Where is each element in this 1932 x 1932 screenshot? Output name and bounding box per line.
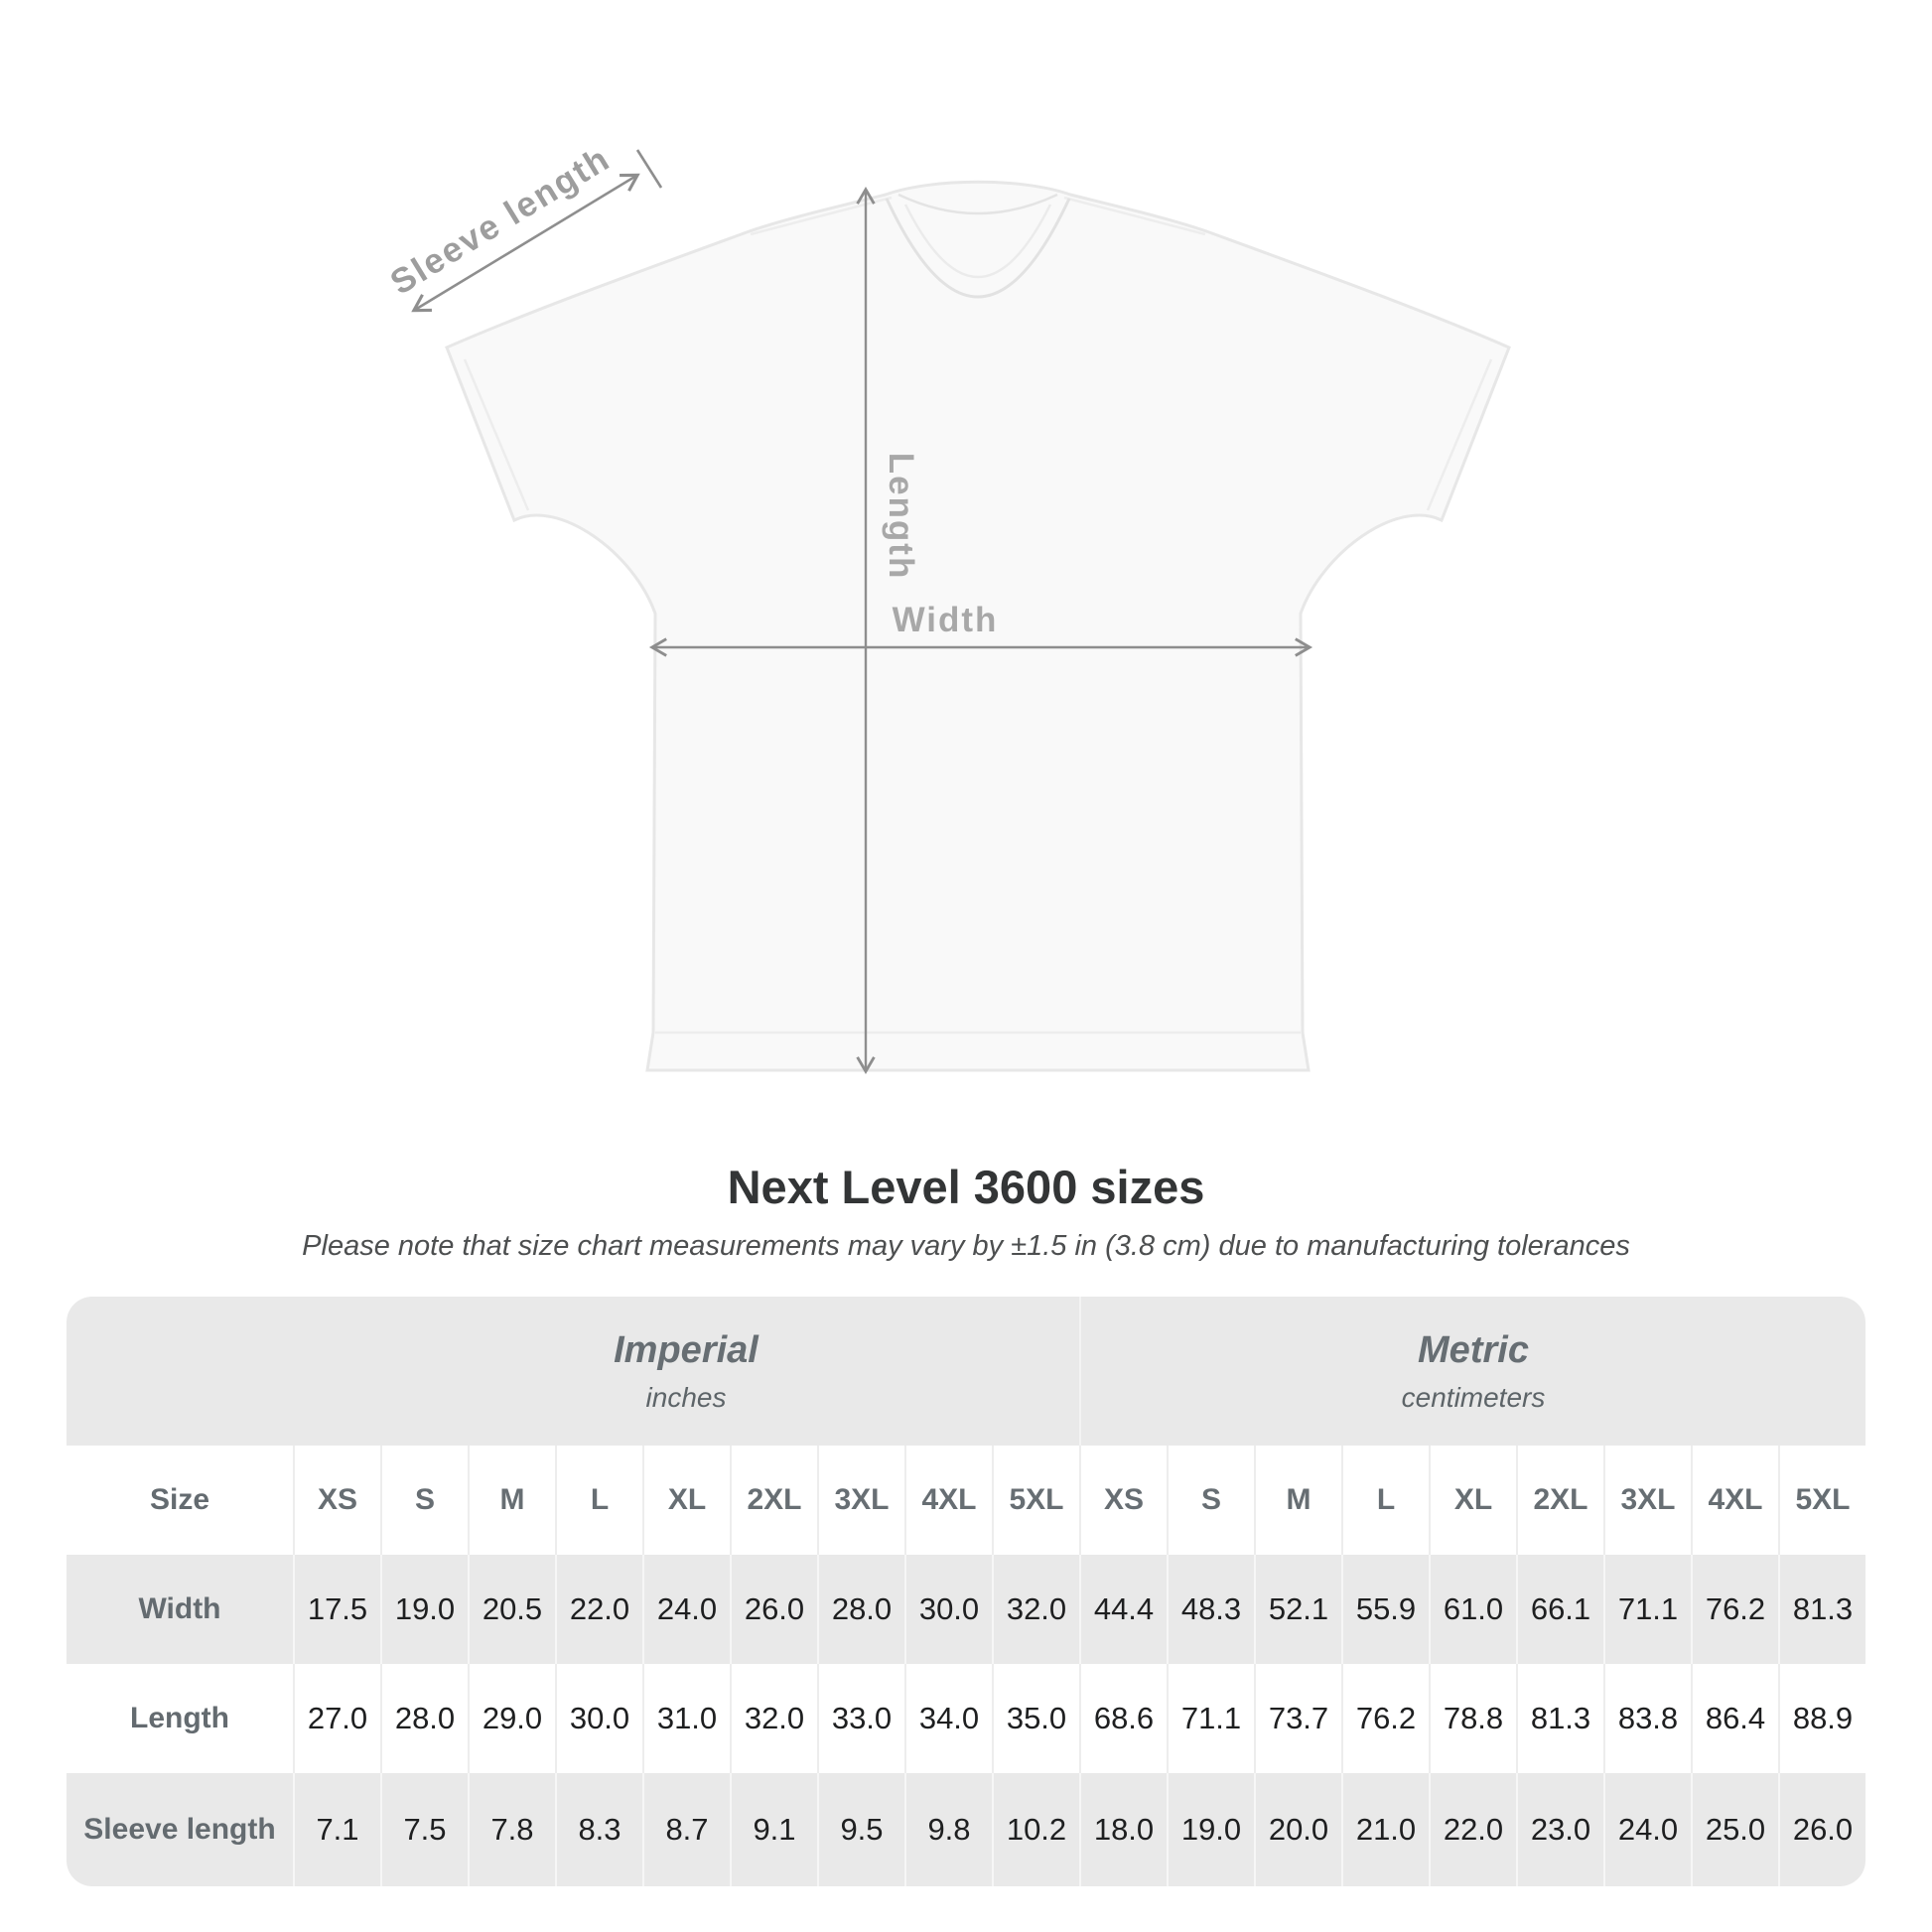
metric-group-unit: centimeters xyxy=(1401,1381,1546,1413)
size-col-header-imperial: 3XL xyxy=(817,1446,904,1555)
size-col-header-imperial: S xyxy=(380,1446,468,1555)
length-label: Length xyxy=(882,452,920,581)
value-cell-metric: 76.2 xyxy=(1691,1555,1778,1664)
imperial-group-header xyxy=(293,1297,1079,1446)
tolerance-note: Please note that size chart measurements may vary by ±1.5 in (3.8 cm) due to manufacturing tolerances xyxy=(302,1230,1630,1262)
value-cell-imperial: 28.0 xyxy=(817,1555,904,1664)
size-col-header-imperial: XS xyxy=(293,1446,380,1555)
value-cell-metric: 22.0 xyxy=(1429,1773,1516,1886)
size-row-header: Size xyxy=(67,1446,293,1555)
row-label: Width xyxy=(67,1555,293,1664)
value-cell-metric: 48.3 xyxy=(1167,1555,1254,1664)
value-cell-imperial: 24.0 xyxy=(642,1555,730,1664)
row-label: Sleeve length xyxy=(67,1773,293,1886)
value-cell-imperial: 34.0 xyxy=(904,1664,992,1773)
table-corner-spacer xyxy=(67,1297,293,1446)
sleeve-length-label: Sleeve length xyxy=(383,138,618,303)
size-col-header-imperial: M xyxy=(468,1446,555,1555)
value-cell-imperial: 31.0 xyxy=(642,1664,730,1773)
value-cell-imperial: 20.5 xyxy=(468,1555,555,1664)
size-col-header-imperial: L xyxy=(555,1446,642,1555)
value-cell-metric: 55.9 xyxy=(1341,1555,1429,1664)
metric-group-header xyxy=(1079,1297,1865,1446)
size-col-header-metric: 5XL xyxy=(1778,1446,1865,1555)
value-cell-metric: 66.1 xyxy=(1516,1555,1603,1664)
value-cell-imperial: 7.5 xyxy=(380,1773,468,1886)
value-cell-imperial: 7.1 xyxy=(293,1773,380,1886)
value-cell-metric: 61.0 xyxy=(1429,1555,1516,1664)
value-cell-imperial: 32.0 xyxy=(730,1664,817,1773)
value-cell-metric: 73.7 xyxy=(1254,1664,1341,1773)
value-cell-imperial: 29.0 xyxy=(468,1664,555,1773)
value-cell-imperial: 17.5 xyxy=(293,1555,380,1664)
value-cell-imperial: 9.5 xyxy=(817,1773,904,1886)
size-col-header-metric: 3XL xyxy=(1603,1446,1691,1555)
value-cell-imperial: 30.0 xyxy=(904,1555,992,1664)
value-cell-metric: 88.9 xyxy=(1778,1664,1865,1773)
value-cell-imperial: 10.2 xyxy=(992,1773,1079,1886)
page-title: Next Level 3600 sizes xyxy=(727,1161,1205,1213)
value-cell-imperial: 32.0 xyxy=(992,1555,1079,1664)
size-col-header-metric: 4XL xyxy=(1691,1446,1778,1555)
metric-group-name: Metric xyxy=(1418,1328,1529,1371)
value-cell-imperial: 19.0 xyxy=(380,1555,468,1664)
value-cell-imperial: 26.0 xyxy=(730,1555,817,1664)
size-col-header-metric: S xyxy=(1167,1446,1254,1555)
value-cell-metric: 44.4 xyxy=(1079,1555,1167,1664)
value-cell-imperial: 27.0 xyxy=(293,1664,380,1773)
value-cell-metric: 18.0 xyxy=(1079,1773,1167,1886)
value-cell-metric: 19.0 xyxy=(1167,1773,1254,1886)
value-cell-metric: 24.0 xyxy=(1603,1773,1691,1886)
value-cell-metric: 78.8 xyxy=(1429,1664,1516,1773)
value-cell-metric: 81.3 xyxy=(1778,1555,1865,1664)
value-cell-imperial: 22.0 xyxy=(555,1555,642,1664)
value-cell-metric: 71.1 xyxy=(1167,1664,1254,1773)
value-cell-metric: 86.4 xyxy=(1691,1664,1778,1773)
size-col-header-imperial: 2XL xyxy=(730,1446,817,1555)
size-col-header-imperial: 5XL xyxy=(992,1446,1079,1555)
value-cell-imperial: 7.8 xyxy=(468,1773,555,1886)
width-label: Width xyxy=(892,601,999,639)
size-col-header-metric: L xyxy=(1341,1446,1429,1555)
value-cell-metric: 25.0 xyxy=(1691,1773,1778,1886)
value-cell-metric: 76.2 xyxy=(1341,1664,1429,1773)
imperial-group-name: Imperial xyxy=(614,1328,759,1371)
value-cell-imperial: 28.0 xyxy=(380,1664,468,1773)
value-cell-metric: 26.0 xyxy=(1778,1773,1865,1886)
size-col-header-imperial: XL xyxy=(642,1446,730,1555)
value-cell-metric: 52.1 xyxy=(1254,1555,1341,1664)
imperial-group-unit: inches xyxy=(645,1381,727,1413)
value-cell-metric: 21.0 xyxy=(1341,1773,1429,1886)
value-cell-imperial: 9.8 xyxy=(904,1773,992,1886)
value-cell-imperial: 33.0 xyxy=(817,1664,904,1773)
value-cell-imperial: 9.1 xyxy=(730,1773,817,1886)
value-cell-metric: 23.0 xyxy=(1516,1773,1603,1886)
value-cell-metric: 20.0 xyxy=(1254,1773,1341,1886)
value-cell-metric: 83.8 xyxy=(1603,1664,1691,1773)
size-col-header-imperial: 4XL xyxy=(904,1446,992,1555)
size-col-header-metric: M xyxy=(1254,1446,1341,1555)
size-col-header-metric: XL xyxy=(1429,1446,1516,1555)
value-cell-metric: 71.1 xyxy=(1603,1555,1691,1664)
row-label: Length xyxy=(67,1664,293,1773)
value-cell-metric: 68.6 xyxy=(1079,1664,1167,1773)
size-col-header-metric: 2XL xyxy=(1516,1446,1603,1555)
value-cell-metric: 81.3 xyxy=(1516,1664,1603,1773)
size-table-grid xyxy=(67,1297,1865,1886)
value-cell-imperial: 30.0 xyxy=(555,1664,642,1773)
value-cell-imperial: 8.7 xyxy=(642,1773,730,1886)
size-col-header-metric: XS xyxy=(1079,1446,1167,1555)
value-cell-imperial: 35.0 xyxy=(992,1664,1079,1773)
value-cell-imperial: 8.3 xyxy=(555,1773,642,1886)
